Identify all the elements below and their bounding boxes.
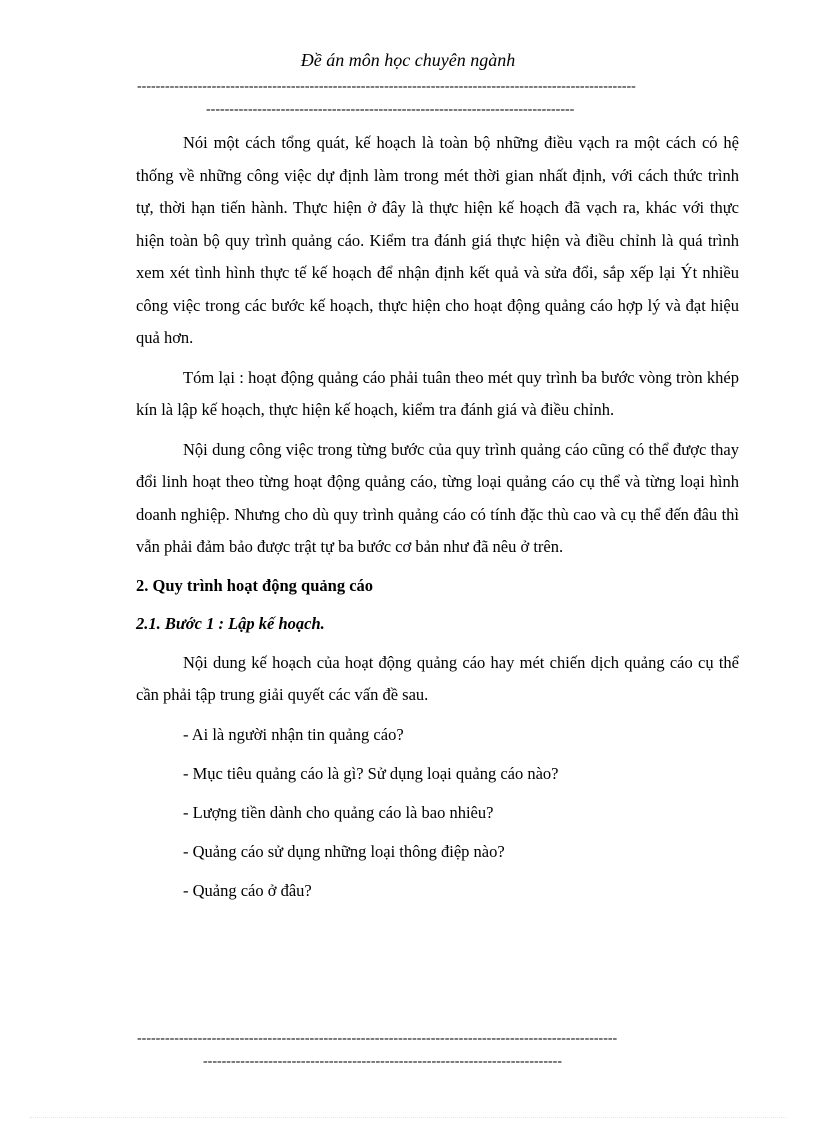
section-heading: 2. Quy trình hoạt động quảng cáo	[136, 575, 374, 595]
list-item: - Quảng cáo ở đâu?	[183, 880, 312, 900]
paragraph-3: Nội dung công việc trong từng bước của quy trình quảng cáo cũng có thể được thay đổi linh hoạt theo từng hoạt động quảng cáo, từng loại quảng cáo cụ thể và từng loại hình doanh nghiệp. Nhưng cho dù quy trình quảng cáo có tính đặc thù cao và cụ thể đến đâu thì vẫn phải đảm bảo được trật tự ba bước cơ bản như đã nêu ở trên.	[136, 439, 739, 556]
page-bottom-dotted-border	[30, 1117, 786, 1118]
intro-paragraph: Nội dung kế hoạch của hoạt động quảng cáo hay mét chiến dịch quảng cáo cụ thể cần phải tập trung giải quyết các vấn đề sau.	[136, 652, 739, 704]
paragraph-2: Tóm lại : hoạt động quảng cáo phải tuân theo mét quy trình ba bước vòng tròn khép kín là lập kế hoạch, thực hiện kế hoạch, kiểm tra đánh giá và điều chỉnh.	[136, 367, 739, 419]
page-header-title: Đề án môn học chuyên ngành	[300, 50, 516, 70]
footer-rule-2: -----------------------------------------------------------------------------	[203, 1055, 562, 1069]
header-rule-2: -------------------------------------------------------------------------------	[206, 103, 575, 117]
header-rule-1: -----------------------------------------------------------------------------------------------------------	[137, 80, 636, 94]
paragraph-1: Nói một cách tổng quát, kế hoạch là toàn bộ những điều vạch ra một cách có hệ thống về những công việc dự định làm trong mét thời gian nhất định, với cách thức trình tự, thời hạn tiến hành. Thực hiện ở đây là thực hiện kế hoạch đã vạch ra, khác với thực hiện toàn bộ quy trình quảng cáo. Kiểm tra đánh giá thực hiện và điều chỉnh là quá trình xem xét tình hình thực tế kế hoạch để nhận định kết quả và sửa đổi, sắp xếp lại Ýt nhiều công việc trong các bước kế hoạch, thực hiện cho hoạt động quảng cáo hợp lý và đạt hiệu quả hơn.	[136, 133, 739, 347]
footer-rule-1: -------------------------------------------------------------------------------------------------------	[137, 1032, 618, 1046]
list-item: - Mục tiêu quảng cáo là gì? Sử dụng loại quảng cáo nào?	[183, 763, 559, 783]
subsection-heading: 2.1. Bước 1 : Lập kế hoạch.	[136, 613, 325, 633]
document-body	[136, 127, 739, 907]
list-item: - Lượng tiền dành cho quảng cáo là bao nhiêu?	[183, 802, 494, 822]
list-item: - Ai là người nhận tin quảng cáo?	[183, 724, 404, 744]
list-item: - Quảng cáo sử dụng những loại thông điệp nào?	[183, 841, 505, 861]
